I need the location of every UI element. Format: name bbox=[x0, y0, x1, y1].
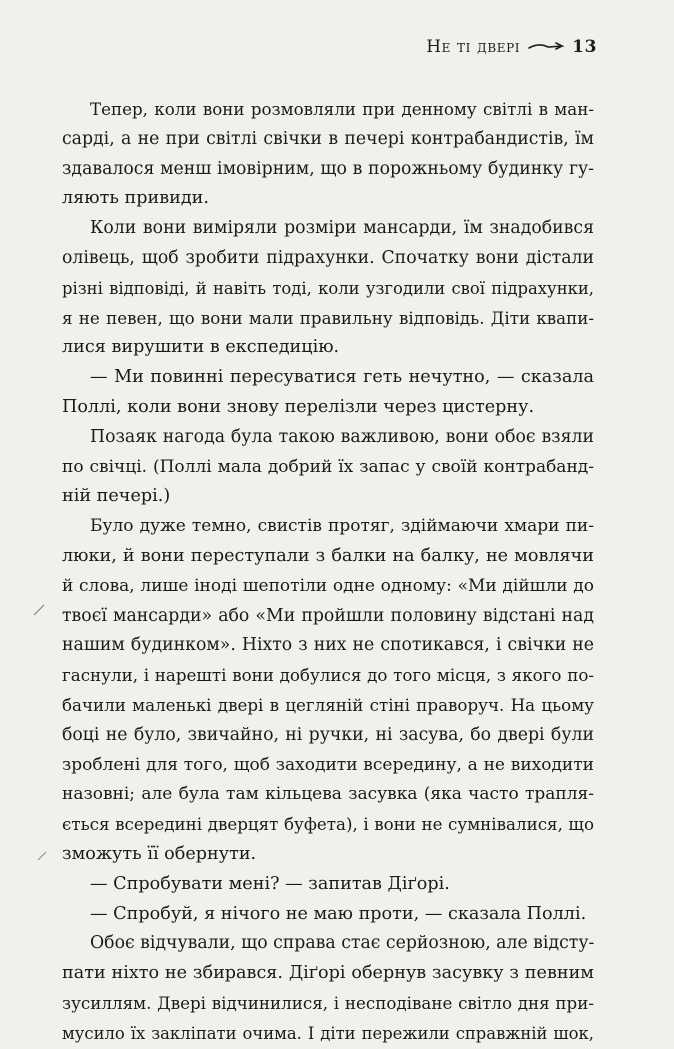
text-line: я не певен, що вони мали правильну відповідь. Діти квапи- bbox=[62, 307, 594, 328]
pencil-mark-icon bbox=[32, 603, 46, 617]
text-line: Поллі, коли вони знову перелізли через цистерну. bbox=[62, 396, 535, 417]
text-line: гаснули, і нарешті вони добулися до того місця, з якого по- bbox=[62, 665, 594, 686]
text-line: нашим будинком». Ніхто з них не спотикався, і свічки не bbox=[62, 635, 594, 656]
text-line: по свічці. (Поллі мала добрий їх запас у своїй контрабанд- bbox=[62, 456, 594, 477]
text-line: — Спробуй, я нічого не маю проти, — сказала Поллі. bbox=[90, 903, 587, 924]
text-line: ляють привиди. bbox=[62, 188, 209, 209]
text-line: твоєї мансарди» або «Ми пройшли половину відстані над bbox=[62, 605, 594, 626]
text-line: Обоє відчували, що справа стає серйозною, але відсту- bbox=[90, 933, 595, 954]
text-line: бачили маленькі двері в цегляній стіні праворуч. На цьому bbox=[62, 694, 594, 715]
body-text bbox=[62, 95, 594, 1049]
text-line: мусило їх закліпати очима. І діти пережили справжній шок, bbox=[62, 1023, 594, 1043]
text-line: — Спробувати мені? — запитав Діґорі. bbox=[90, 873, 450, 894]
page-number: 13 bbox=[572, 37, 597, 57]
text-line: зроблені для того, щоб заходити всередину, а не виходити bbox=[62, 754, 594, 775]
text-line: Позаяк нагода була такою важливою, вони обоє взяли bbox=[90, 426, 594, 447]
pencil-mark-icon bbox=[36, 850, 48, 862]
text-line: олівець, щоб зробити підрахунки. Спочатку вони дістали bbox=[62, 247, 594, 268]
text-line: Було дуже темно, свистів протяг, здіймаючи хмари пи- bbox=[90, 516, 594, 537]
text-line: — Ми повинні пересуватися геть нечутно, — сказала bbox=[90, 367, 594, 388]
text-line: й слова, лише іноді шепотіли одне одному: «Ми дійшли до bbox=[62, 575, 594, 596]
text-line: назовні; але була там кільцева засувка (яка часто трапля- bbox=[62, 784, 594, 805]
text-line: здавалося менш імовірним, що в порожньому будинку гу- bbox=[62, 158, 594, 179]
text-line: боці не було, звичайно, ні ручки, ні засува, бо двері були bbox=[62, 724, 594, 745]
text-line: зможуть її обернути. bbox=[62, 843, 257, 864]
text-line: пати ніхто не збирався. Діґорі обернув засувку з певним bbox=[62, 963, 594, 984]
text-line: люки, й вони переступали з балки на балку, не мовлячи bbox=[62, 545, 594, 566]
text-line: лися вирушити в експедицію. bbox=[62, 337, 340, 358]
text-line: ється всередині дверцят буфета), і вони не сумнівалися, що bbox=[62, 814, 594, 835]
text-line: зусиллям. Двері відчинилися, і несподіване світло дня при- bbox=[62, 992, 594, 1013]
arrow-flourish-icon bbox=[528, 41, 564, 53]
text-line: ній печері.) bbox=[62, 486, 171, 507]
chapter-title: Не ті двері bbox=[426, 37, 521, 57]
text-line: сарді, а не при світлі свічки в печері контрабандистів, їм bbox=[62, 128, 594, 149]
running-header bbox=[426, 37, 597, 57]
text-line: різні відповіді, й навіть тоді, коли узгодили свої підрахунки, bbox=[62, 278, 594, 298]
text-line: Тепер, коли вони розмовляли при денному світлі в ман- bbox=[90, 99, 594, 119]
text-line: Коли вони виміряли розміри мансарди, їм знадобився bbox=[90, 218, 594, 239]
